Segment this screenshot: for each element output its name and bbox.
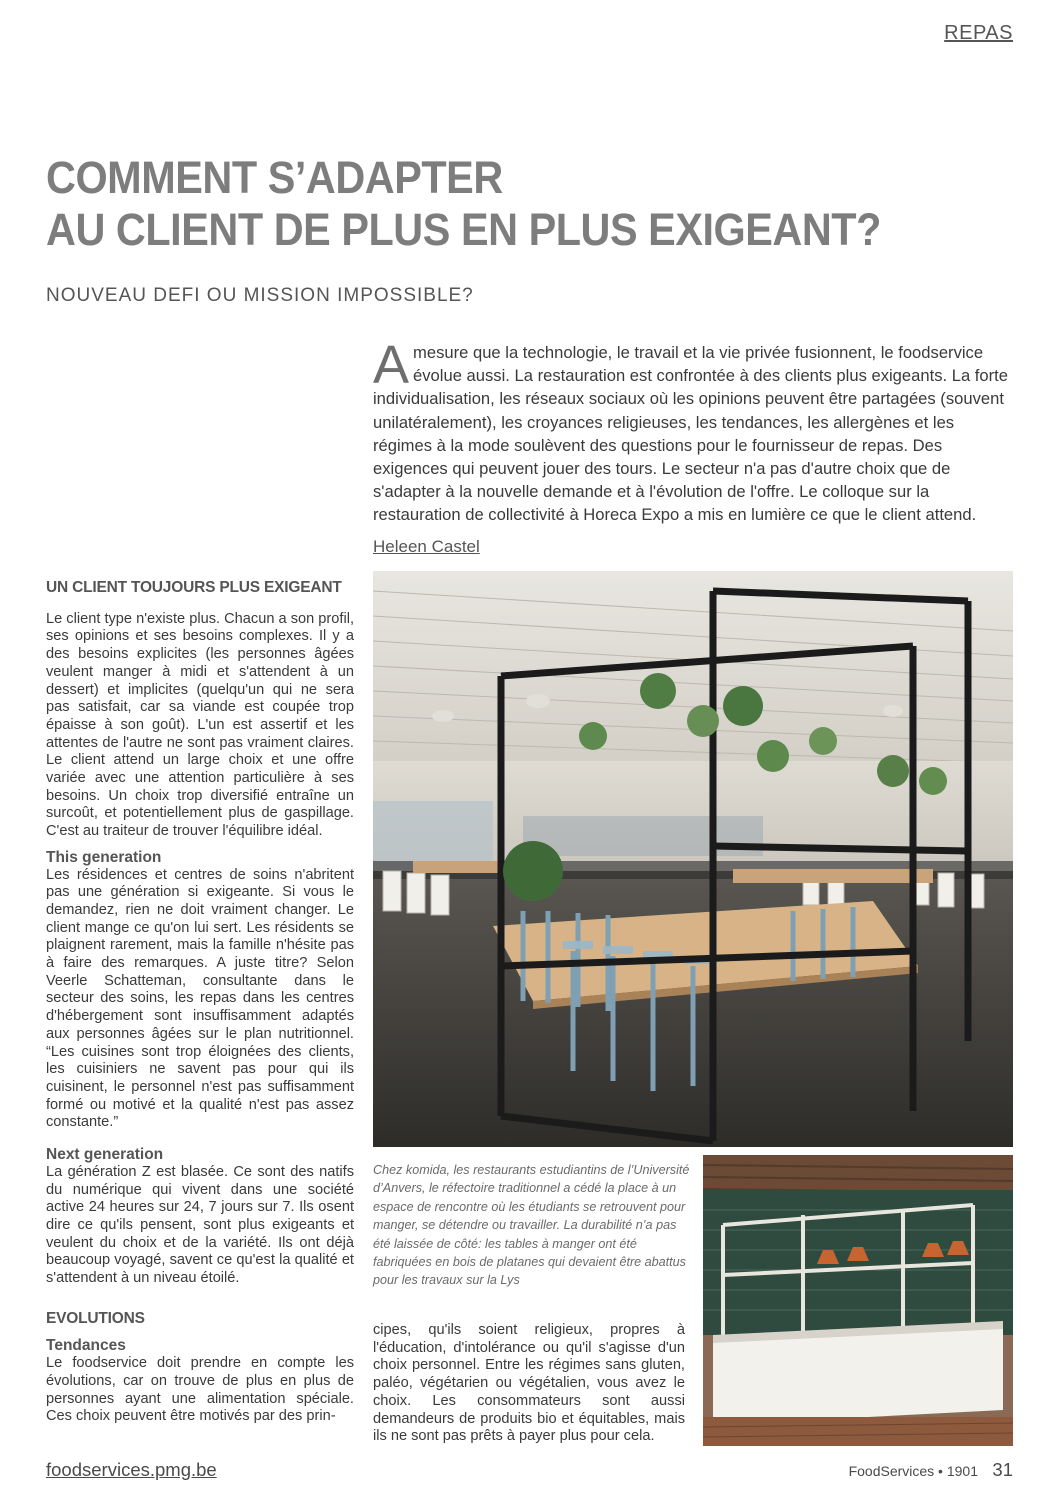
counter-photo: [703, 1155, 1013, 1446]
page-number: 31: [992, 1459, 1013, 1480]
left-column: [46, 575, 354, 1426]
article-intro: [373, 335, 1013, 527]
heading-tendances: Tendances: [46, 1337, 126, 1355]
drop-cap: A: [373, 335, 410, 395]
heading-this-generation: This generation: [46, 848, 162, 866]
title-line-1: COMMENT S’ADAPTER: [46, 152, 503, 203]
heading-client: UN CLIENT TOUJOURS PLUS EXIGEANT: [46, 579, 342, 596]
section-tag[interactable]: REPAS: [944, 22, 1013, 44]
counter-illustration: [703, 1155, 1013, 1446]
article-subtitle: NOUVEAU DEFI OU MISSION IMPOSSIBLE?: [46, 285, 474, 306]
paragraph-client: Le client type n'existe plus. Chacun a son profil, ses opinions et ses besoins complexes. Il y a des besoins explicites (les personnes âgées veulent manger à midi et s'attendent à un dessert) et implicites (quelqu'un qui ne sera pas satisfait, car sa viande est coupée trop épaisse à son goût). L'un est assertif et les attentes de l'autre ne sont pas vraiment claires. Le client attend un large choix et une offre variée avec une attention particulière à ses besoins. Un choix trop diversifié entraîne un surcoût, et potentiellement plus de gaspillage. C'est au traiteur de trouver l'équilibre idéal.: [46, 610, 354, 840]
heading-next-generation: Next generation: [46, 1146, 164, 1164]
paragraph-next-generation: La génération Z est blasée. Ce sont des natifs du numérique qui vivent dans une société active 24 heures sur 24, 7 jours sur 7. Ils osent dire ce qu'ils pensent, sont plus exigeants et veulent du choix et de la variété. Ils ont déjà beaucoup voyagé, savent ce qu'est la qualité et s'attendent à un niveau étoilé.: [46, 1163, 354, 1287]
article-title: [46, 152, 929, 256]
paragraph-this-generation: Les résidences et centres de soins n'abritent pas une génération si exigeante. Si vous le demandez, rien ne doit vraiment changer. Le client mange ce qu'on lui sert. Les résidents se plaignent rarement, mais la famille n'hésite pas à faire des remarques. A juste titre? Selon Veerle Schatteman, consultante dans le secteur des soins, les repas dans les centres d'hébergement sont insuffisamment adaptés aux personnes âgées sur le plan nutritionnel. “Les cuisines sont trop éloignées des clients, les cuisiniers ne savent pas pour qui ils cuisinent, le personnel n'est pas suffisamment formé ou motivé et la qualité n'est pas assez constante.”: [46, 866, 354, 1131]
intro-text: mesure que la technologie, le travail et la vie privée fusionnent, le foodservice évolue aussi. La restauration est confrontée à des clients plus exigeants. La forte individualisation, les réseaux sociaux où les opinions peuvent être partagées (souvent unilatéralement), les croyances religieuses, les tendances, les allergènes et les régimes à la mode soulèvent des questions pour le fournisseur de repas. Des exigences qui peuvent jouer des tours. Le secteur n'a pas d'autre choix que de s'adapter à la nouvelle demande et à l'évolution de l'offre. Le colloque sur la restauration de collectivité à Horeca Expo a mis en lumière ce que le client attend.: [373, 343, 1008, 525]
author-link[interactable]: Heleen Castel: [373, 537, 480, 556]
photo-caption: Chez komida, les restaurants estudiantins de l’Université d’Anvers, le réfectoire traditionnel a cédé la place à un espace de rencontre où les étudiants se retrouvent pour manger, se détendre ou travailler. La durabilité n’a pas été laissée de côté: les tables à manger ont été fabriquées en bois de platanes qui devaient être abattus pour les travaux sur la Lys: [373, 1163, 690, 1288]
refectory-photo: [373, 571, 1013, 1147]
footer-url-link[interactable]: foodservices.pmg.be: [46, 1459, 217, 1480]
footer-magazine-issue: FoodServices • 1901: [848, 1463, 978, 1479]
paragraph-tendances: Le foodservice doit prendre en compte les évolutions, car on trouve de plus en plus de personnes ayant une alimentation spéciale. Ces choix peuvent être motivés par des prin-: [46, 1355, 354, 1425]
middle-column-continued: cipes, qu'ils soient religieux, propres à l'éducation, d'intolérance ou qu'il s'agisse d'un choix personnel. Entre les régimes sans gluten, paléo, végétarien ou végétalien, vous avez le choix. Les consommateurs sont aussi demandeurs de produits bio et équitables, mais ils ne sont pas prêts à payer plus pour cela.: [373, 1322, 685, 1445]
title-line-2: AU CLIENT DE PLUS EN PLUS EXIGEANT?: [46, 204, 881, 255]
heading-evolutions: EVOLUTIONS: [46, 1309, 145, 1327]
refectory-illustration: [373, 571, 1013, 1147]
